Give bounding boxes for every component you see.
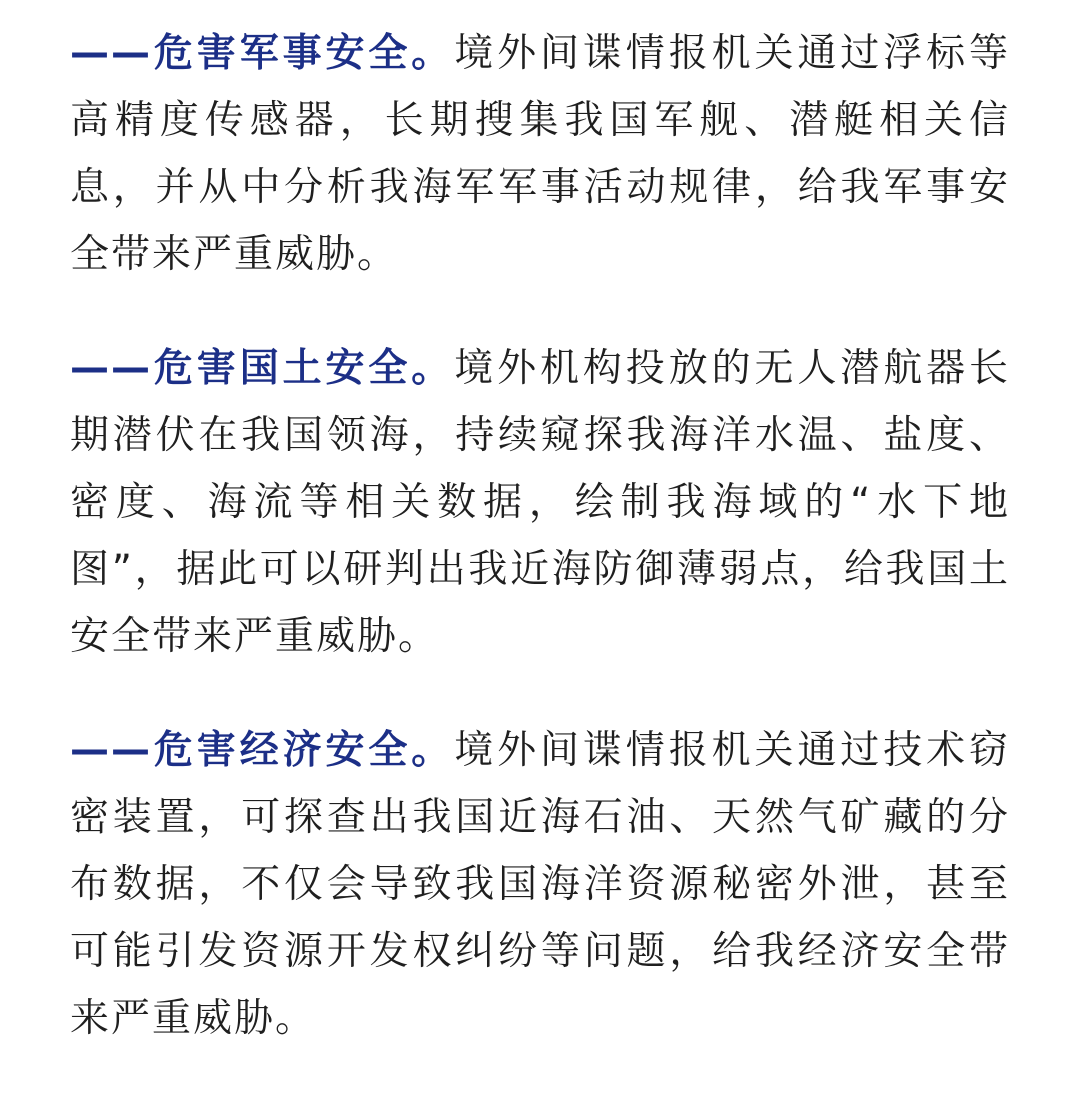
paragraph-territorial-security bbox=[70, 335, 1010, 670]
paragraph-heading: ——危害国土安全。 bbox=[70, 346, 455, 391]
paragraph-heading: ——危害经济安全。 bbox=[70, 728, 455, 773]
paragraph-economic-security bbox=[70, 717, 1010, 1052]
paragraph-military-security bbox=[70, 20, 1010, 288]
paragraph-body: 境外机构投放的无人潜航器长期潜伏在我国领海，持续窥探我海洋水温、盐度、密度、海流等相关数据，绘制我海域的“水下地图”，据此可以研判出我近海防御薄弱点，给我国土安全带来严重威胁。 bbox=[70, 346, 1010, 659]
paragraph-body: 境外间谍情报机关通过技术窃密装置，可探查出我国近海石油、天然气矿藏的分布数据，不仅会导致我国海洋资源秘密外泄，甚至可能引发资源开发权纠纷等问题，给我经济安全带来严重威胁。 bbox=[70, 728, 1010, 1041]
article-content bbox=[70, 20, 1010, 1099]
paragraph-heading: ——危害军事安全。 bbox=[70, 31, 455, 76]
paragraph-body: 境外间谍情报机关通过浮标等高精度传感器，长期搜集我国军舰、潜艇相关信息，并从中分析我海军军事活动规律，给我军事安全带来严重威胁。 bbox=[70, 31, 1010, 277]
